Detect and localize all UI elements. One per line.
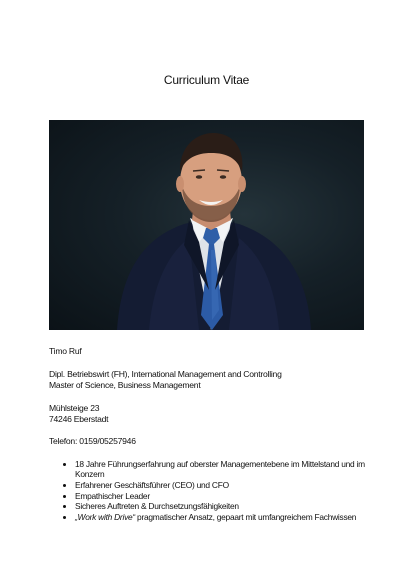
degree-block [49, 369, 282, 390]
degree-line: Dipl. Betriebswirt (FH), International Management and Controlling [49, 369, 282, 379]
list-item [75, 512, 385, 522]
list-item-emphasis: „Work with Drive“ [75, 512, 135, 523]
portrait-image [49, 120, 364, 330]
address-block [49, 403, 108, 424]
list-item-text: pragmatischer Ansatz, gepaart mit umfangreichem Fachwissen [137, 512, 357, 523]
phone-number: Telefon: 0159/05257946 [49, 436, 136, 446]
document-title: Curriculum Vitae [163, 73, 250, 87]
list-item: • 18 Jahre Führungserfahrung auf oberster Managementebene im Mittelstand und im Konzern [75, 459, 385, 479]
qualification-list [60, 459, 385, 523]
degree-line: Master of Science, Business Management [49, 379, 201, 390]
profile-photo [49, 120, 364, 330]
person-name: Timo Ruf [49, 346, 82, 356]
address-street: Mühlsteige 23 [49, 403, 100, 413]
list-item: • Sicheres Auftreten & Durchsetzungsfähigkeiten [75, 501, 385, 511]
list-item: • Erfahrener Geschäftsführer (CEO) und CFO [75, 480, 385, 490]
address-city: 74246 Eberstadt [49, 413, 109, 424]
list-item: • Empathischer Leader [75, 491, 385, 501]
